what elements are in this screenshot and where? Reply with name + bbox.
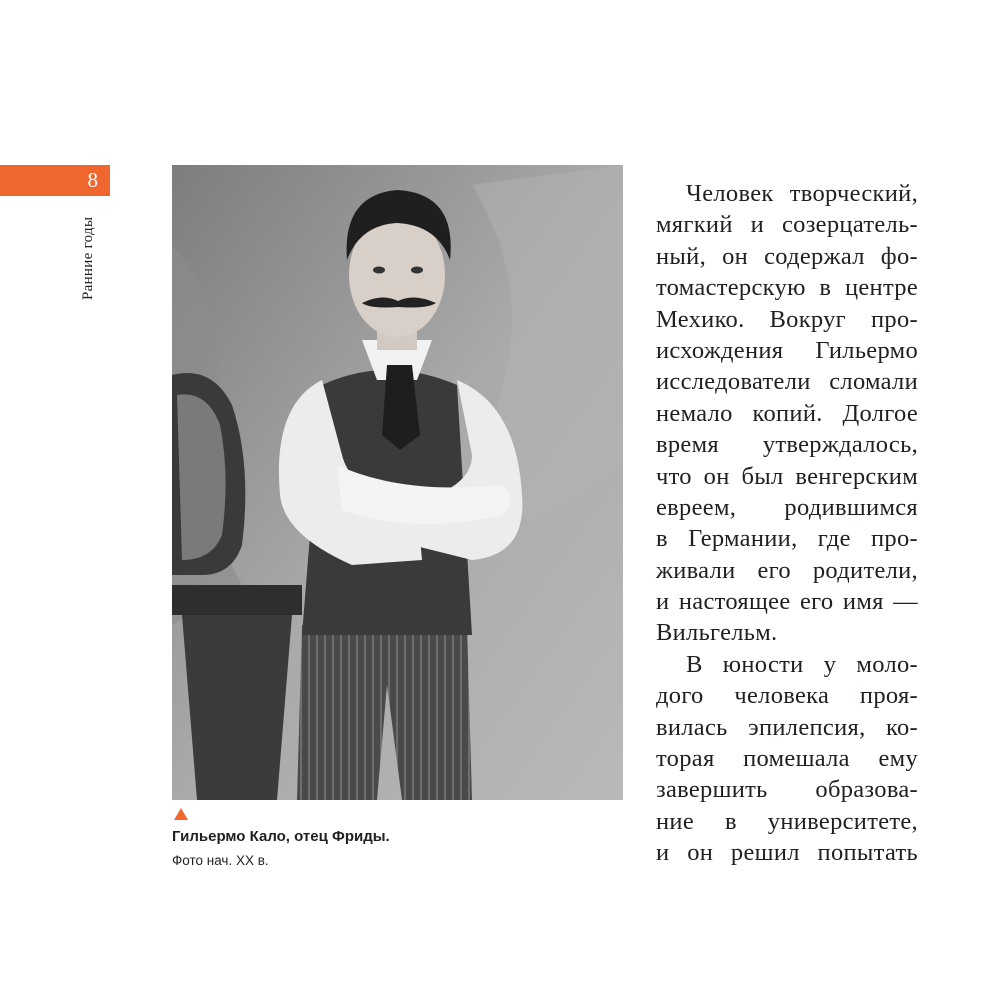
body-line: немало копий. Долгое bbox=[656, 399, 918, 427]
body-line: ние в университете, bbox=[656, 807, 918, 835]
body-line: ный, он содержал фо- bbox=[656, 242, 918, 270]
running-head: Ранние годы bbox=[80, 216, 96, 300]
body-line: в Германии, где про- bbox=[656, 525, 918, 553]
body-line: Человек творческий, bbox=[686, 180, 918, 207]
body-line: Вильгельм. bbox=[656, 619, 778, 647]
body-line: мягкий и созерцатель- bbox=[656, 211, 918, 239]
body-line: исхождения Гильермо bbox=[656, 336, 918, 364]
body-line: завершить образова- bbox=[656, 776, 918, 804]
body-line: вилась эпилепсия, ко- bbox=[656, 713, 918, 741]
body-line: исследователи сломали bbox=[656, 368, 918, 396]
body-line: торая помешала ему bbox=[656, 745, 918, 773]
body-line: и настоящее его имя — bbox=[656, 588, 918, 616]
caption-subtitle: Фото нач. XX в. bbox=[172, 853, 269, 868]
body-line: В юности у моло- bbox=[686, 650, 918, 678]
body-line: томастерскую в центре bbox=[656, 274, 918, 302]
body-line: евреем, родившимся bbox=[656, 493, 918, 521]
body-line: что он был венгерским bbox=[656, 462, 918, 490]
body-line: живали его родители, bbox=[656, 556, 918, 584]
portrait-photo bbox=[172, 165, 623, 800]
body-line: и он решил попытать bbox=[656, 839, 918, 867]
body-line: время утверждалось, bbox=[656, 431, 918, 459]
caption-title: Гильермо Кало, отец Фриды. bbox=[172, 828, 390, 845]
body-text bbox=[656, 178, 918, 869]
caption-marker-icon bbox=[174, 808, 188, 820]
body-line: Мехико. Вокруг про- bbox=[656, 305, 918, 333]
page-number: 8 bbox=[87, 168, 98, 192]
page-number-tab bbox=[0, 165, 110, 196]
body-line: дого человека проя- bbox=[656, 682, 918, 710]
